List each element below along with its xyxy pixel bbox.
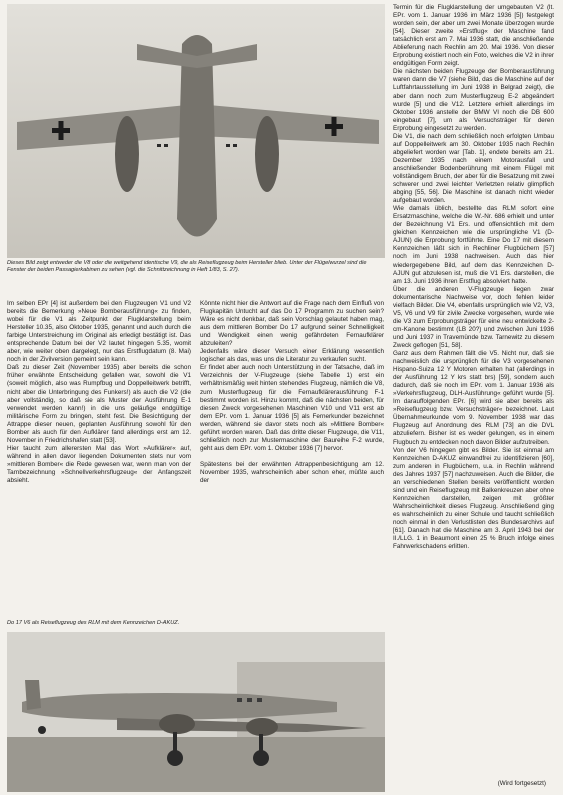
continued-note: (Wird fortgesetzt) [497,780,546,787]
paragraph: Die nächsten beiden Flugzeuge der Bomberausführung waren dann die V7 (siehe Bild, das die Maschine auf der Luftfahrtausstellung im Juni 1938 in Belgrad zeigt), die aber dann noch zum Musterflugzeug E-2 abgeändert wurde [5] und die V12. Letztere erhielt allerdings im Oktober 1936 anstelle der BMW VI noch die DB 600 eingebaut [7], um als Versuchsträger für deren Erprobung eingesetzt zu werden. [393,68,554,132]
bottom-aircraft-photo [7,632,385,792]
paragraph: Die V1, die nach dem schließlich noch erfolgten Umbau auf Doppelleitwerk am 30. Oktober 1935 nach Rechlin abgeliefert worden war [Tab. 1], endete bereits am 21. Dezember 1935 nach einem Motorausfall und anschließender Bodenberührung mit einem Flügel mit vollständigem Bruch, der aber für die Besatzung mit zwei schwerer und zwei leichter Verletzten relativ glimpflich abging [55, 56]. Die Maschine ist danach nicht wieder aufgebaut worden. [393,132,554,205]
paragraph: Über die anderen V-Flugzeuge liegen zwar dokumentarische Nachweise vor, doch fehlen leider vielfach Bilder. Die V4, ebenfalls ursprünglich wie V2, V3, V5, V6 und V9 für zivile Zwecke vorgesehen, wurde wie die V3 zum Erprobungsträger für eine neu entwickelte 2-cm-Kanone bestimmt (LB 20?) und zwischen Juni 1936 und Juni 1937 in Travemünde bzw. Tarnewitz zu diesem Zweck geflogen [51, 58]. [393,285,554,349]
paragraph: Hier taucht zum allerersten Mal das Wort »Aufklärer« auf, während in allen davor liegenden Dokumenten stets nur vom »mittleren Bomber« die Rede gewesen war, wenn man von der Tarnbezeichnung »Schnellverkehrsflugzeug« der Anfangszeit absieht. [7,444,191,485]
paragraph: Im selben EPr [4] ist außerdem bei den Flugzeugen V1 und V2 bereits die Bemerkung »Neue Bomberausführung« zu finden, wobei für die V1 als Zeitpunkt der Flugklarstellung beim Hersteller 10.35, also Oktober 1935, genannt und auch durch die farbige Unterstreichung im Original als erledigt bestätigt ist. Das entsprechende Datum bei der V2 lautet hingegen 5.35, womit aber, wie weiter oben dargelegt, nur das Erstflugdatum (8. Mai) noch in der Zivilversion gemeint sein kann. [7,300,191,364]
paragraph: Von der V6 hingegen gibt es Bilder. Sie ist einmal am Kennzeichen D-AKUZ einwandfrei zu identifizieren [60], zum anderen in Flugbüchern, u.a. in Rechlin während des Jahres 1937 [57] nachzuweisen. Auch die Bilder, die an verschiedenen Stellen bereits veröffentlicht worden sind und ein Reiseflugzeug mit Balkenkreuzen aber ohne Kennzeichen darstellen, zeigen mit größter Wahrscheinlichkeit dieses Flugzeug. Anschließend ging es wahrscheinlich zu einer Schule und taucht schließlich noch einmal in den Verlustlisten des Bundesarchivs auf [61]. Danach hat die Maschine am 3. April 1943 bei der II./LLG. 1 in Beaumont einen 25 % Bruch infolge eines Fahrwerkschadens erlitten. [393,446,554,551]
paragraph: Daß zu dieser Zeit (November 1935) aber bereits die schon früher erwähnte Entscheidung gefallen war, sowohl die V1 (soweit möglich, also was Rumpfbug und Doppelleitwerk betrifft, nicht aber die Unterbringung des Funkers!) als auch die V2 (die aber vollständig, so daß sie als Muster der Ausführung E-1 verwendet werden kann!) in die uns geläufige endgültige militärische Form zu bringen, steht fest. Die Besichtigung der Attrappe dieser neuen, geplanten Ausführung sowohl für den Bomber als auch für den Aufklärer fand allerdings erst am 12. November in Friedrichshafen statt [53]. [7,364,191,444]
paragraph: Jedenfalls wäre dieser Versuch einer Erklärung wesentlich logischer als das, was uns die Literatur zu verkaufen sucht. [200,348,384,364]
paragraph: Könnte nicht hier die Antwort auf die Frage nach dem Einfluß von Flugkapitän Untucht auf das Do 17 Programm zu suchen sein? Wäre es nicht denkbar, daß sein Vorschlag gelautet haben mag, aus dem mittleren Bomber Do 17 aufgrund seiner Schnelligkeit und Wendigkeit einen wenig gefährdeten Fernaufklärer abzuleiten? [200,300,384,348]
paragraph: Ganz aus dem Rahmen fällt die V5. Nicht nur, daß sie nachweislich die ursprünglich für die V3 vorgesehenen Hispano-Suiza 12 Y Motoren erhalten hat (allerdings in der Ausführung 12 Y krs statt brs) [59], sondern auch dadurch, daß sie noch im EPr. vom 1. Januar 1936 als »Verkehrsflugzeug, DLH-Ausführung« geführt wurde [5]. Im darauffolgenden EPr. [6] wird sie aber bereits als »Reiseflugzeug bzw. Versuchsträger« bezeichnet. Laut Übernahmeurkunde vom 9. November 1938 war das Flugzeug auf Anordnung des RLM [73] an die DVL abzuliefern. Bisher ist es weder gelungen, es in einem Flugbuch zu entdecken noch davon Bilder aufzutreiben. [393,350,554,446]
text-column-2 [200,300,384,485]
paragraph: Termin für die Flugklarstellung der umgebauten V2 (lt. EPr. vom 1. Januar 1936 im März 1936 [5]) festgelegt worden sein, der aber um zwei Monate überzogen wurde [54]. Dieser zweite »Erstflug« der Maschine fand tatsächlich erst am 7. Mai 1936 statt, die anschließende Ablieferung nach Rechlin am 20. Mai 1936. Von dieser Erprobung existiert noch ein Foto, welches die V2 in ihrer endgültigen Form zeigt. [393,4,554,68]
bottom-photo-caption: Do 17 V6 als Reiseflugzeug des RLM mit dem Kennzeichen D-AKUZ. [7,620,180,626]
top-aircraft-photo [7,4,385,258]
paragraph: Wie damals üblich, bestellte das RLM sofort eine Ersatzmaschine, welche die W.-Nr. 686 erhielt und unter der Bezeichnung V1 Ers. und offensichtlich mit dem gleichen Kennzeichen wie die ursprüngliche V1 (D-AJUN) die Erprobung fortführte. Eine Do 17 mit diesem Kennzeichen läßt sich in Rechliner Flugbüchern [57] noch im Juni 1938 nachweisen. Auch das hier wiedergegebene Bild, auf dem das Kennzeichen D-AJUN gut abzulesen ist, muß die V1 Ers. darstellen, die am 13. Juni 1936 ihren Erstflug absolviert hatte. [393,205,554,285]
text-column-1 [7,300,191,485]
top-photo-caption: Dieses Bild zeigt entweder die V8 oder die weitgehend identische V9, die als Reiseflugzeug beim Hersteller blieb. Unter der Flügelwurzel sind die Fenster der beiden Passagierkabinen zu sehen (vgl. die Schnittzeichnung in Heft 1/83, S. 27). [7,260,367,274]
text-column-3 [393,4,554,551]
paragraph: Er findet aber auch noch Unterstützung in der Tatsache, daß im Verzeichnis der V-Flugzeuge (siehe Tabelle 1) erst ein verhältnismäßig weit hinten stehendes Flugzeug, nämlich die V8, zum Musterflugzeug für die Fernaufklärerausführung F-1 bestimmt worden ist. Hinzu kommt, daß die nächsten beiden, für diesen Zweck vorgesehenen Maschinen V10 und V11 erst ab dem EPr. vom 1. Januar 1936 [5] als Fernerkunder bezeichnet werden, während sie davor stets noch als »Mittlere Bomber« geführt worden waren. Daß das dritte dieser Flugzeuge, die V11, schließlich noch zur Mustermaschine der Baureihe F-2 wurde, geht aus dem EPr. vom 1. Oktober 1936 [7] hervor. [200,364,384,452]
paragraph: Spätestens bei der erwähnten Attrappenbesichtigung am 12. November 1935, wahrscheinlich aber schon eher, müßte auch der [200,460,384,484]
